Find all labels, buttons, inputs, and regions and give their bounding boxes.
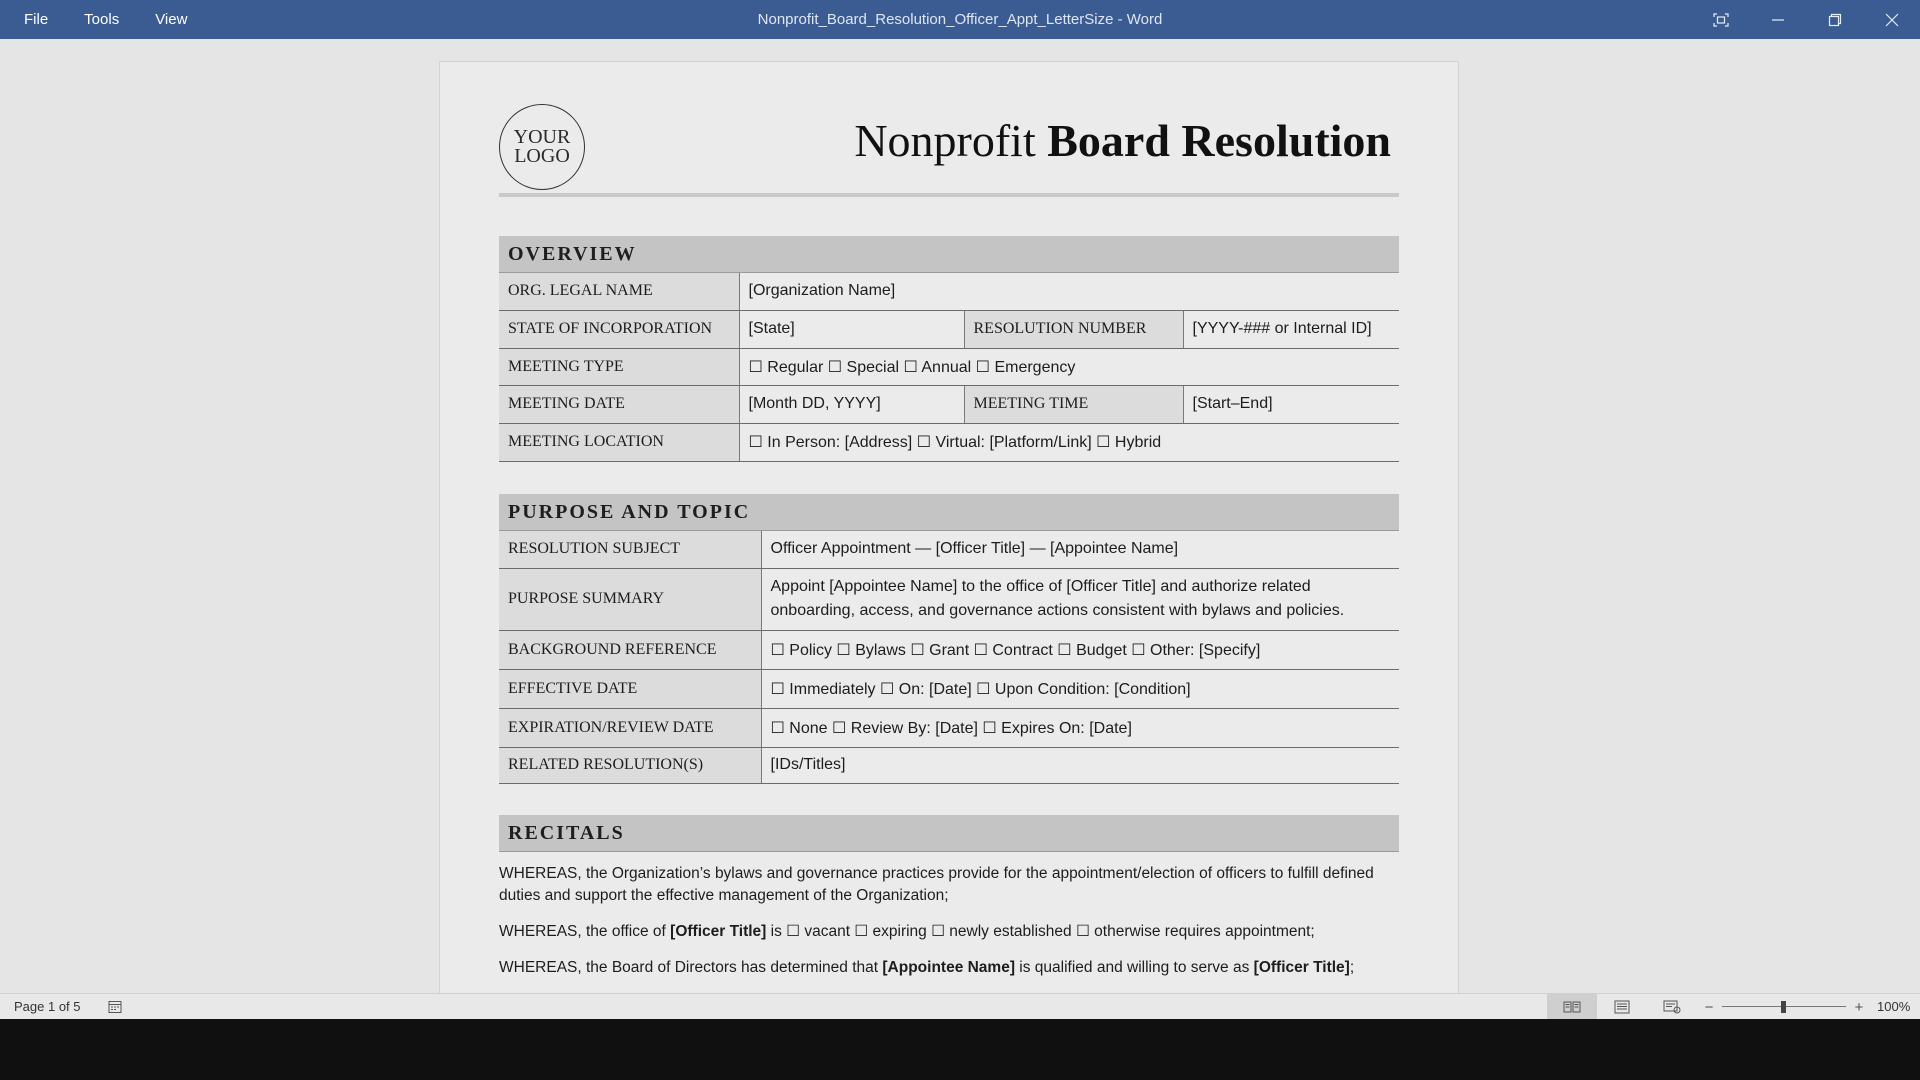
- resolution-subject-label: RESOLUTION SUBJECT: [499, 531, 761, 568]
- read-mode-button[interactable]: [1547, 994, 1597, 1020]
- recital-placeholder: [Officer Title]: [670, 923, 767, 940]
- resolution-subject-value[interactable]: Officer Appointment — [Officer Title] — [Appointee Name]: [761, 531, 1399, 568]
- recital-text: WHEREAS, the Board of Directors has determined that: [499, 959, 883, 976]
- table-row: [499, 747, 1399, 783]
- taskbar-area: [0, 1019, 1920, 1080]
- zoom-in-button[interactable]: +: [1854, 998, 1864, 1016]
- related-resolutions-value[interactable]: [IDs/Titles]: [761, 747, 1399, 783]
- table-row: [499, 630, 1399, 669]
- logo-line-1: YOUR: [513, 126, 571, 148]
- menu-tools[interactable]: Tools: [84, 11, 120, 28]
- menu-view[interactable]: View: [155, 11, 188, 28]
- recital-text: is qualified and willing to serve as: [1015, 959, 1254, 976]
- table-row: [499, 423, 1399, 461]
- org-legal-name-label: ORG. LEGAL NAME: [499, 273, 739, 310]
- table-row: [499, 708, 1399, 747]
- meeting-type-label: MEETING TYPE: [499, 348, 739, 385]
- background-reference-value[interactable]: ☐ Policy ☐ Bylaws ☐ Grant ☐ Contract ☐ Budget ☐ Other: [Specify]: [761, 630, 1399, 669]
- expiration-review-date-label: EXPIRATION/REVIEW DATE: [499, 708, 761, 747]
- related-resolutions-label: RELATED RESOLUTION(S): [499, 747, 761, 783]
- minimize-button[interactable]: [1749, 0, 1806, 39]
- window-controls: [1692, 0, 1920, 39]
- zoom-control: [1700, 994, 1868, 1020]
- page-count[interactable]: Page 1 of 5: [14, 999, 81, 1014]
- logo-placeholder: [499, 104, 585, 190]
- meeting-time-value[interactable]: [Start–End]: [1183, 385, 1399, 423]
- close-icon: [1885, 13, 1899, 27]
- restore-icon: [1828, 13, 1842, 27]
- fit-screen-button[interactable]: [1692, 0, 1749, 39]
- purpose-table: [499, 531, 1399, 784]
- macro-recording-icon[interactable]: [108, 1000, 122, 1014]
- print-layout-button[interactable]: [1597, 994, 1647, 1020]
- web-layout-button[interactable]: [1647, 994, 1697, 1020]
- expiration-review-date-value[interactable]: ☐ None ☐ Review By: [Date] ☐ Expires On: [Date]: [761, 708, 1399, 747]
- recital-placeholder: [Appointee Name]: [882, 959, 1015, 976]
- zoom-slider[interactable]: [1722, 994, 1846, 1020]
- meeting-time-label: MEETING TIME: [964, 385, 1183, 423]
- zoom-slider-thumb[interactable]: [1781, 1001, 1786, 1013]
- org-legal-name-value[interactable]: [Organization Name]: [739, 273, 1399, 310]
- recital-text: is ☐ vacant ☐ expiring ☐ newly established ☐ otherwise requires appointment;: [766, 923, 1315, 940]
- table-row: [499, 310, 1399, 348]
- effective-date-value[interactable]: ☐ Immediately ☐ On: [Date] ☐ Upon Condition: [Condition]: [761, 669, 1399, 708]
- document-page[interactable]: [439, 61, 1459, 993]
- overview-heading: OVERVIEW: [499, 236, 1399, 273]
- purpose-summary-label: PURPOSE SUMMARY: [499, 568, 761, 630]
- document-workspace[interactable]: [0, 39, 1920, 993]
- minimize-icon: [1771, 13, 1785, 27]
- read-mode-icon: [1563, 1000, 1581, 1014]
- window-title: Nonprofit_Board_Resolution_Officer_Appt_LetterSize - Word: [757, 11, 1163, 28]
- table-row: [499, 348, 1399, 385]
- meeting-location-label: MEETING LOCATION: [499, 423, 739, 461]
- resolution-number-value[interactable]: [YYYY-### or Internal ID]: [1183, 310, 1399, 348]
- status-bar: [0, 993, 1920, 1019]
- recital-paragraph-3: [499, 957, 1399, 979]
- document-header: [499, 102, 1399, 192]
- table-row: [499, 568, 1399, 630]
- state-value[interactable]: [State]: [739, 310, 964, 348]
- state-label: STATE OF INCORPORATION: [499, 310, 739, 348]
- zoom-out-button[interactable]: −: [1704, 998, 1714, 1016]
- meeting-date-value[interactable]: [Month DD, YYYY]: [739, 385, 964, 423]
- background-reference-label: BACKGROUND REFERENCE: [499, 630, 761, 669]
- menu-bar: [0, 0, 199, 39]
- close-button[interactable]: [1863, 0, 1920, 39]
- resolution-number-label: RESOLUTION NUMBER: [964, 310, 1183, 348]
- table-row: [499, 273, 1399, 310]
- web-layout-icon: [1663, 1000, 1681, 1014]
- logo-line-2: LOGO: [514, 145, 570, 167]
- header-rule: [499, 193, 1399, 197]
- recital-text: WHEREAS, the office of: [499, 923, 671, 940]
- meeting-date-label: MEETING DATE: [499, 385, 739, 423]
- recital-placeholder: [Officer Title]: [1253, 959, 1350, 976]
- table-row: [499, 531, 1399, 568]
- fit-screen-icon: [1713, 13, 1729, 27]
- purpose-heading: PURPOSE AND TOPIC: [499, 494, 1399, 531]
- restore-button[interactable]: [1806, 0, 1863, 39]
- recital-text: ;: [1349, 959, 1355, 976]
- table-row: [499, 669, 1399, 708]
- recitals-body[interactable]: [499, 863, 1399, 993]
- purpose-summary-value[interactable]: Appoint [Appointee Name] to the office of [Officer Title] and authorize related onboarding, access, and governance actions consistent with bylaws and policies.: [761, 568, 1399, 630]
- meeting-location-value[interactable]: ☐ In Person: [Address] ☐ Virtual: [Platform/Link] ☐ Hybrid: [739, 423, 1399, 461]
- overview-table: [499, 273, 1399, 462]
- meeting-type-value[interactable]: ☐ Regular ☐ Special ☐ Annual ☐ Emergency: [739, 348, 1399, 385]
- recital-paragraph-1: WHEREAS, the Organization’s bylaws and governance practices provide for the appointment/election of officers to fulfill defined duties and support the effective management of the Organization;: [499, 865, 1374, 904]
- document-title: [854, 114, 1391, 167]
- print-layout-icon: [1614, 1000, 1630, 1014]
- title-bold: Board Resolution: [1047, 115, 1391, 166]
- table-row: [499, 385, 1399, 423]
- title-bar: [0, 0, 1920, 39]
- zoom-percent[interactable]: 100%: [1877, 999, 1911, 1014]
- menu-file[interactable]: File: [24, 11, 49, 28]
- title-light: Nonprofit: [854, 115, 1048, 166]
- view-switcher: [1547, 994, 1697, 1020]
- recitals-heading: RECITALS: [499, 815, 1399, 852]
- recital-paragraph-2: [499, 921, 1399, 943]
- effective-date-label: EFFECTIVE DATE: [499, 669, 761, 708]
